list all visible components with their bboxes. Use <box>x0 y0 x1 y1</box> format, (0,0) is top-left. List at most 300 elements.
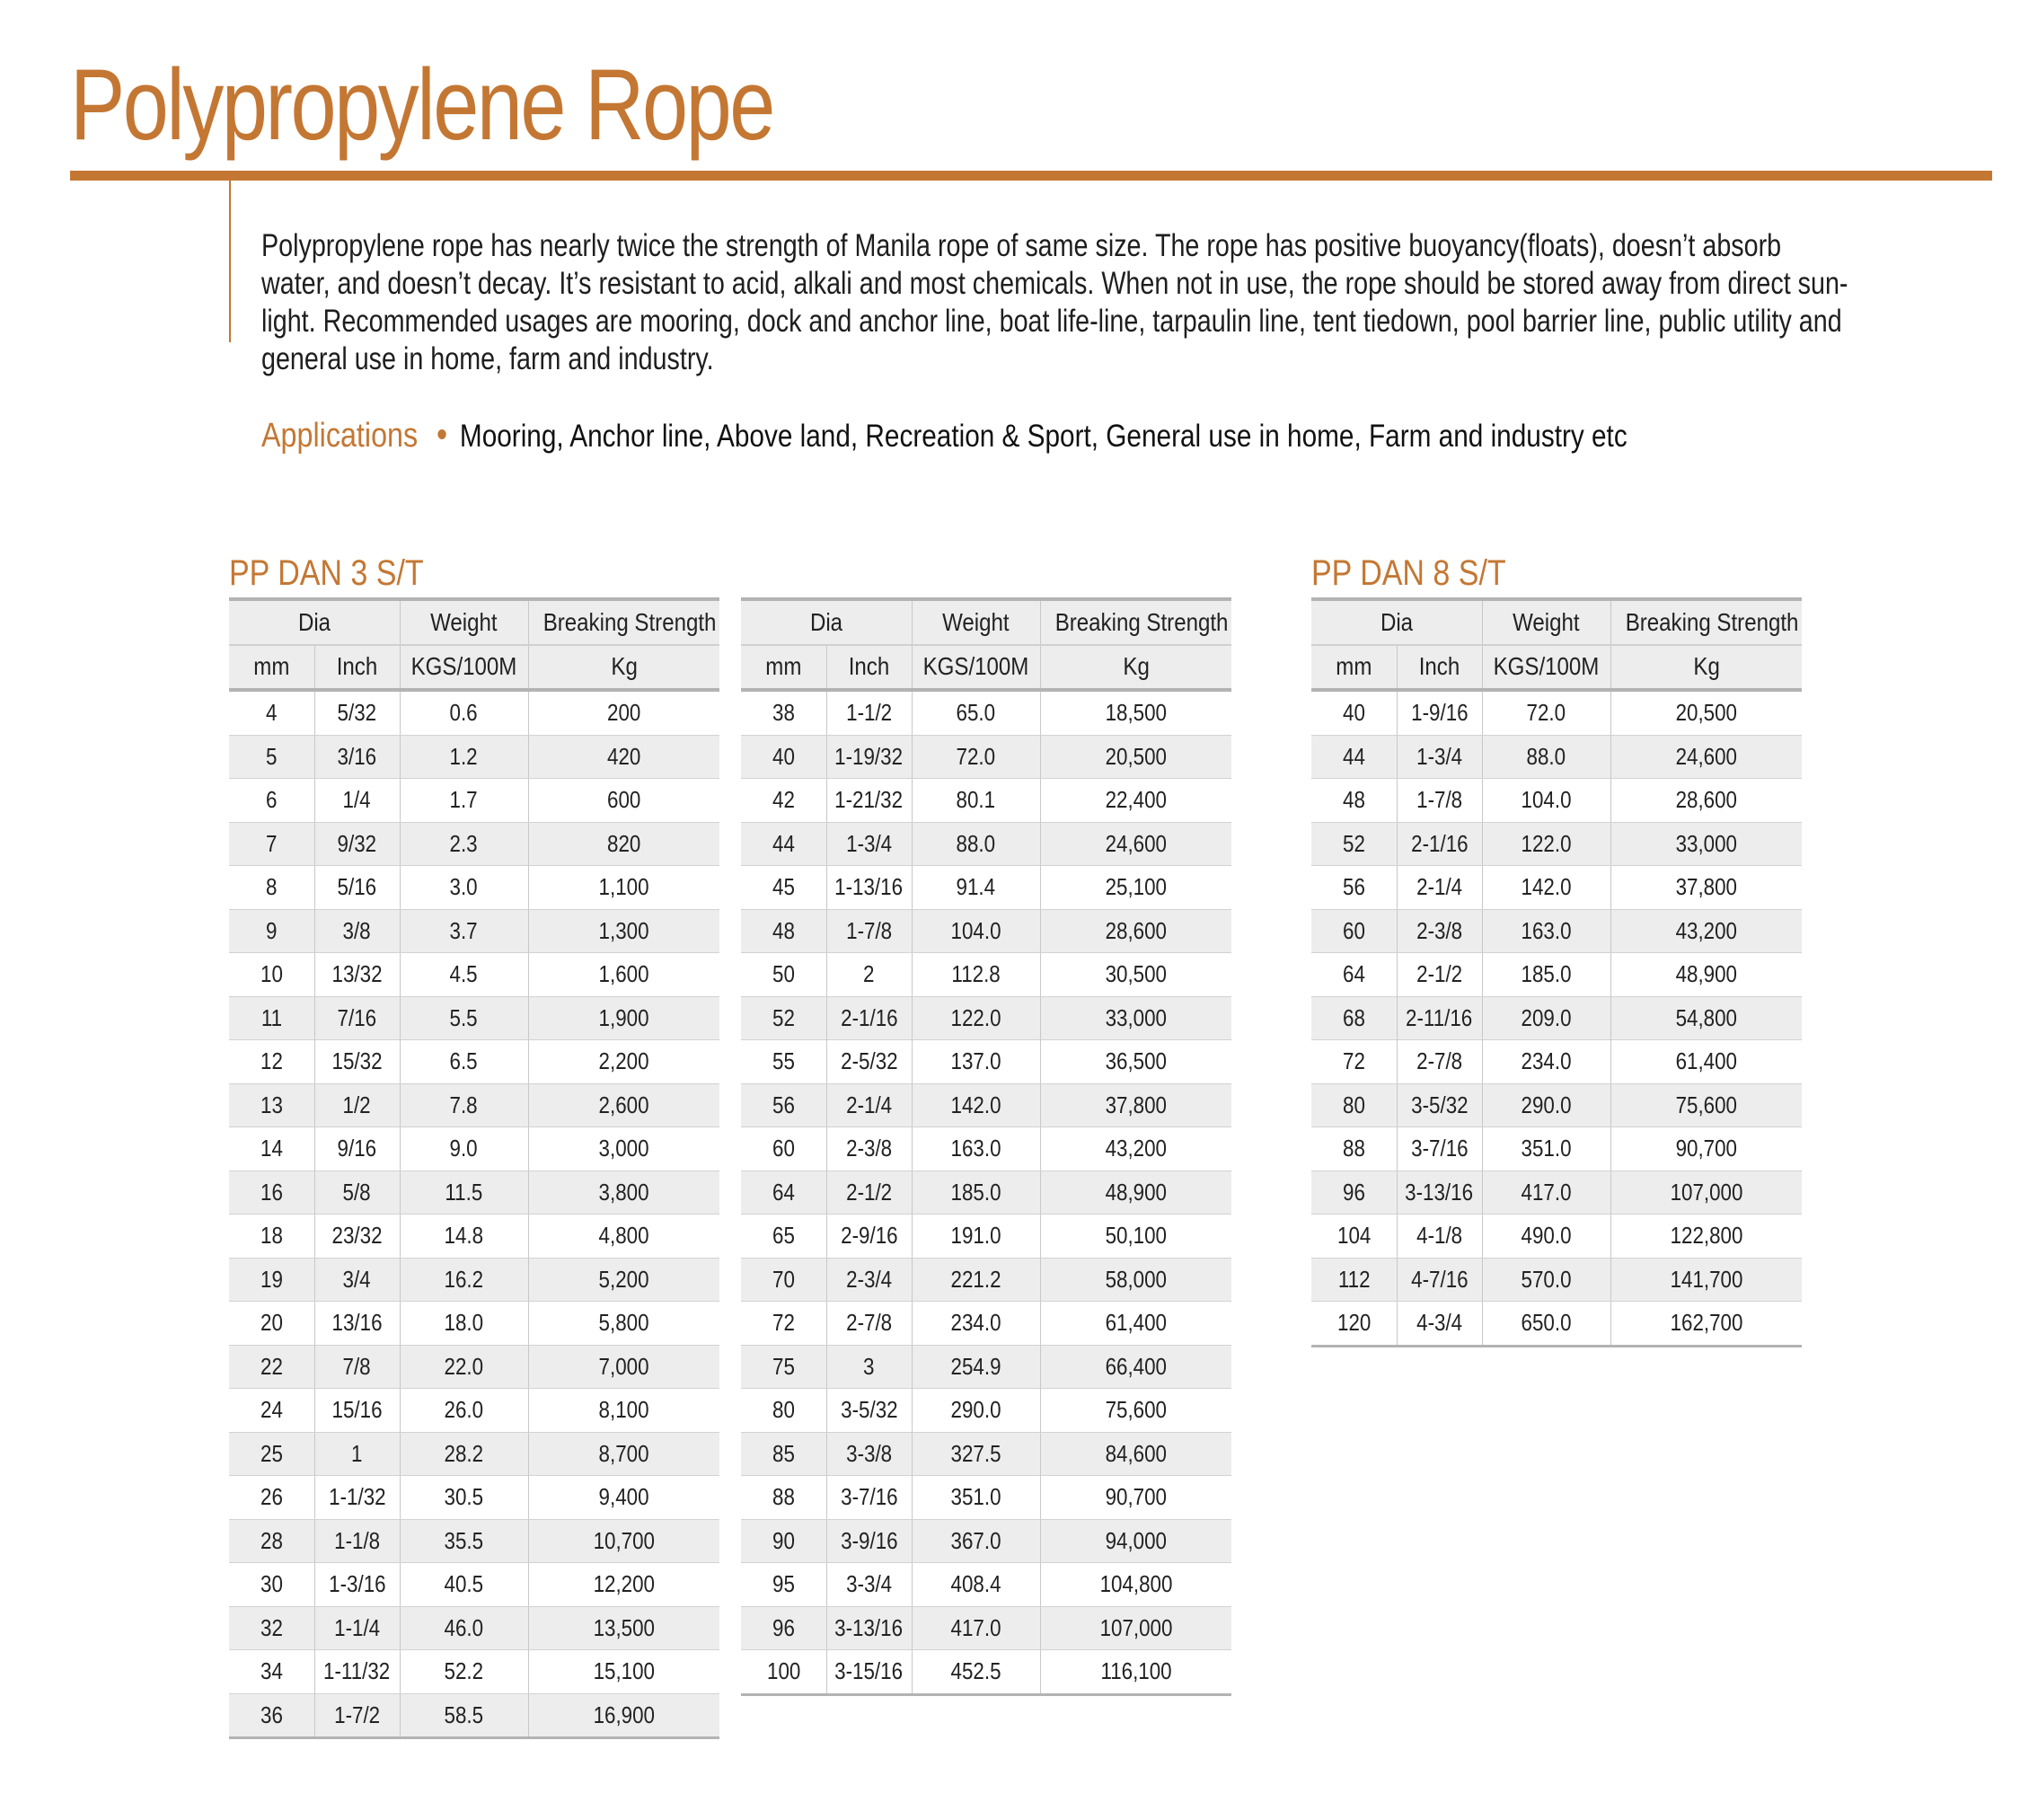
dan3-table-part2 <box>741 597 1231 1696</box>
breaking-strength-cell: 16,900 <box>528 1693 719 1738</box>
table-row <box>741 909 1231 953</box>
table-row <box>741 953 1231 997</box>
breaking-strength-cell: 4,800 <box>528 1215 719 1259</box>
breaking-strength-cell: 107,000 <box>1040 1606 1231 1650</box>
weight-header: Weight <box>912 599 1040 645</box>
inch-header: Inch <box>826 645 912 691</box>
breaking-strength-cell: 58,000 <box>1040 1258 1231 1302</box>
weight-cell: 163.0 <box>912 1127 1040 1171</box>
mm-cell: 38 <box>741 690 826 735</box>
table-row <box>229 822 719 866</box>
breaking-strength-cell: 61,400 <box>1610 1040 1802 1084</box>
mm-cell: 64 <box>741 1171 826 1215</box>
mm-cell: 50 <box>741 953 826 997</box>
weight-cell: 72.0 <box>912 735 1040 779</box>
table-row <box>229 866 719 910</box>
inch-cell: 4-3/4 <box>1397 1302 1482 1347</box>
weight-cell: 65.0 <box>912 690 1040 735</box>
mm-cell: 60 <box>741 1127 826 1171</box>
mm-cell: 56 <box>741 1083 826 1127</box>
breaking-strength-cell: 90,700 <box>1040 1476 1231 1520</box>
weight-cell: 35.5 <box>400 1519 528 1563</box>
inch-cell: 2-5/32 <box>826 1040 912 1084</box>
mm-cell: 30 <box>229 1563 314 1607</box>
weight-cell: 88.0 <box>1482 735 1610 779</box>
inch-cell: 1-1/32 <box>314 1476 400 1520</box>
dan8-title: PP DAN 8 S/T <box>1311 553 1506 593</box>
weight-cell: 137.0 <box>912 1040 1040 1084</box>
breaking-strength-cell: 1,900 <box>528 996 719 1040</box>
weight-cell: 0.6 <box>400 690 528 735</box>
inch-cell: 13/16 <box>314 1302 400 1346</box>
breaking-strength-cell: 141,700 <box>1610 1258 1802 1302</box>
mm-cell: 96 <box>741 1606 826 1650</box>
weight-cell: 14.8 <box>400 1215 528 1259</box>
table-row <box>741 1083 1231 1127</box>
mm-cell: 52 <box>741 996 826 1040</box>
inch-cell: 3-13/16 <box>826 1606 912 1650</box>
mm-cell: 7 <box>229 822 314 866</box>
product-description: Polypropylene rope has nearly twice the strength of Manila rope of same size. The rope has positive buoyancy(floats), doesn’t absorb water, and doesn’t decay. It’s resistant to acid, alkali and most chemicals. When not in use, the rope should be stored away from direct sun-light. Recommended usages are mooring, dock and anchor line, boat life-line, tarpaulin line, tent tiedown, pool barrier line, public utility and general use in home, farm and industry. <box>261 228 1848 376</box>
weight-cell: 408.4 <box>912 1563 1040 1607</box>
table-row <box>229 1693 719 1738</box>
table-row <box>741 1258 1231 1302</box>
kg-header: Kg <box>1610 645 1802 691</box>
table-row <box>741 1476 1231 1520</box>
mm-cell: 19 <box>229 1258 314 1302</box>
inch-cell: 3-5/32 <box>1397 1083 1482 1127</box>
table-row <box>741 1171 1231 1215</box>
mm-cell: 120 <box>1311 1302 1397 1347</box>
breaking-strength-cell: 5,200 <box>528 1258 719 1302</box>
table-row <box>229 1563 719 1607</box>
description-side-rule <box>229 181 231 342</box>
weight-cell: 234.0 <box>912 1302 1040 1346</box>
table-row <box>229 1432 719 1476</box>
weight-cell: 46.0 <box>400 1606 528 1650</box>
mm-cell: 20 <box>229 1302 314 1346</box>
inch-cell: 4-1/8 <box>1397 1215 1482 1259</box>
table-row <box>741 1519 1231 1563</box>
inch-cell: 1-1/4 <box>314 1606 400 1650</box>
weight-cell: 367.0 <box>912 1519 1040 1563</box>
weight-header: Weight <box>1482 599 1610 645</box>
applications-text: Mooring, Anchor line, Above land, Recreation & Sport, General use in home, Farm and industry etc <box>459 419 1627 454</box>
mm-cell: 16 <box>229 1171 314 1215</box>
inch-cell: 1-13/16 <box>826 866 912 910</box>
table-row <box>229 1345 719 1389</box>
weight-cell: 28.2 <box>400 1432 528 1476</box>
inch-cell: 3/16 <box>314 735 400 779</box>
breaking-strength-cell: 104,800 <box>1040 1563 1231 1607</box>
table-row <box>1311 1302 1802 1347</box>
inch-cell: 1-1/2 <box>826 690 912 735</box>
inch-cell: 3 <box>826 1345 912 1389</box>
inch-cell: 2-3/8 <box>1397 909 1482 953</box>
table-row <box>1311 866 1802 910</box>
weight-cell: 191.0 <box>912 1215 1040 1259</box>
weight-cell: 122.0 <box>1482 822 1610 866</box>
weight-cell: 18.0 <box>400 1302 528 1346</box>
table-row <box>229 909 719 953</box>
mm-cell: 36 <box>229 1693 314 1738</box>
breaking-strength-cell: 24,600 <box>1040 822 1231 866</box>
breaking-strength-cell: 5,800 <box>528 1302 719 1346</box>
dia-header: Dia <box>1311 599 1482 645</box>
breaking-strength-cell: 7,000 <box>528 1345 719 1389</box>
inch-cell: 2-1/4 <box>1397 866 1482 910</box>
weight-cell: 72.0 <box>1482 690 1610 735</box>
breaking-strength-cell: 10,700 <box>528 1519 719 1563</box>
inch-cell: 13/32 <box>314 953 400 997</box>
inch-cell: 2-7/8 <box>1397 1040 1482 1084</box>
table-row <box>741 1345 1231 1389</box>
table-row <box>741 1432 1231 1476</box>
inch-cell: 2-7/8 <box>826 1302 912 1346</box>
mm-cell: 10 <box>229 953 314 997</box>
weight-cell: 112.8 <box>912 953 1040 997</box>
breaking-strength-cell: 1,300 <box>528 909 719 953</box>
table-row <box>229 1040 719 1084</box>
inch-cell: 7/8 <box>314 1345 400 1389</box>
weight-cell: 91.4 <box>912 866 1040 910</box>
inch-header: Inch <box>314 645 400 691</box>
breaking-strength-cell: 33,000 <box>1610 822 1802 866</box>
mm-cell: 45 <box>741 866 826 910</box>
weight-cell: 5.5 <box>400 996 528 1040</box>
breaking-strength-cell: 2,600 <box>528 1083 719 1127</box>
inch-cell: 3-5/32 <box>826 1389 912 1433</box>
weight-cell: 290.0 <box>912 1389 1040 1433</box>
breaking-strength-cell: 820 <box>528 822 719 866</box>
inch-cell: 1-7/8 <box>1397 779 1482 823</box>
mm-cell: 96 <box>1311 1171 1397 1215</box>
dan3-table-part1 <box>229 597 719 1739</box>
mm-cell: 22 <box>229 1345 314 1389</box>
weight-cell: 11.5 <box>400 1171 528 1215</box>
breaking-strength-cell: 20,500 <box>1040 735 1231 779</box>
mm-cell: 11 <box>229 996 314 1040</box>
weight-cell: 1.2 <box>400 735 528 779</box>
table-row <box>741 1389 1231 1433</box>
table-row <box>741 866 1231 910</box>
inch-cell: 1/2 <box>314 1083 400 1127</box>
breaking-strength-cell: 9,400 <box>528 1476 719 1520</box>
weight-cell: 570.0 <box>1482 1258 1610 1302</box>
mm-cell: 40 <box>1311 690 1397 735</box>
inch-cell: 3-7/16 <box>1397 1127 1482 1171</box>
table-row <box>229 1215 719 1259</box>
kg-header: Kg <box>528 645 719 691</box>
mm-cell: 100 <box>741 1650 826 1695</box>
inch-cell: 2-3/4 <box>826 1258 912 1302</box>
inch-cell: 4-7/16 <box>1397 1258 1482 1302</box>
weight-cell: 234.0 <box>1482 1040 1610 1084</box>
weight-cell: 4.5 <box>400 953 528 997</box>
inch-cell: 2-1/16 <box>826 996 912 1040</box>
mm-cell: 72 <box>741 1302 826 1346</box>
inch-cell: 5/16 <box>314 866 400 910</box>
mm-cell: 25 <box>229 1432 314 1476</box>
weight-cell: 351.0 <box>1482 1127 1610 1171</box>
applications-row <box>261 417 1627 455</box>
table-row <box>229 690 719 735</box>
table-row <box>229 1127 719 1171</box>
breaking-strength-cell: 8,700 <box>528 1432 719 1476</box>
mm-cell: 48 <box>741 909 826 953</box>
dia-header: Dia <box>741 599 912 645</box>
breaking-strength-cell: 50,100 <box>1040 1215 1231 1259</box>
breaking-strength-cell: 54,800 <box>1610 996 1802 1040</box>
kgs-header: KGS/100M <box>1482 645 1610 691</box>
breaking-strength-cell: 18,500 <box>1040 690 1231 735</box>
kgs-header: KGS/100M <box>912 645 1040 691</box>
table-row <box>229 1650 719 1694</box>
mm-cell: 68 <box>1311 996 1397 1040</box>
mm-cell: 104 <box>1311 1215 1397 1259</box>
weight-cell: 185.0 <box>912 1171 1040 1215</box>
mm-cell: 24 <box>229 1389 314 1433</box>
table-row <box>229 1389 719 1433</box>
mm-cell: 8 <box>229 866 314 910</box>
breaking-strength-cell: 8,100 <box>528 1389 719 1433</box>
inch-cell: 9/16 <box>314 1127 400 1171</box>
weight-cell: 6.5 <box>400 1040 528 1084</box>
table-row <box>741 822 1231 866</box>
mm-cell: 65 <box>741 1215 826 1259</box>
breaking-strength-cell: 20,500 <box>1610 690 1802 735</box>
inch-cell: 9/32 <box>314 822 400 866</box>
inch-cell: 3-3/4 <box>826 1563 912 1607</box>
table-row <box>741 1302 1231 1346</box>
mm-cell: 28 <box>229 1519 314 1563</box>
mm-cell: 44 <box>1311 735 1397 779</box>
breaking-strength-cell: 13,500 <box>528 1606 719 1650</box>
breaking-strength-cell: 48,900 <box>1610 953 1802 997</box>
applications-label: Applications <box>261 417 419 455</box>
breaking-strength-cell: 3,000 <box>528 1127 719 1171</box>
weight-header: Weight <box>400 599 528 645</box>
table-row <box>1311 1040 1802 1084</box>
weight-cell: 290.0 <box>1482 1083 1610 1127</box>
weight-cell: 490.0 <box>1482 1215 1610 1259</box>
mm-cell: 85 <box>741 1432 826 1476</box>
weight-cell: 163.0 <box>1482 909 1610 953</box>
table-row <box>741 1040 1231 1084</box>
table-row <box>229 1258 719 1302</box>
dia-header: Dia <box>229 599 400 645</box>
inch-cell: 2-1/16 <box>1397 822 1482 866</box>
breaking-strength-cell: 84,600 <box>1040 1432 1231 1476</box>
mm-cell: 44 <box>741 822 826 866</box>
mm-cell: 80 <box>1311 1083 1397 1127</box>
mm-cell: 14 <box>229 1127 314 1171</box>
weight-cell: 3.0 <box>400 866 528 910</box>
mm-cell: 112 <box>1311 1258 1397 1302</box>
table-row <box>1311 779 1802 823</box>
table-row <box>741 690 1231 735</box>
inch-header: Inch <box>1397 645 1482 691</box>
breaking-strength-cell: 25,100 <box>1040 866 1231 910</box>
mm-cell: 80 <box>741 1389 826 1433</box>
breaking-strength-header: Breaking Strength <box>1040 599 1231 645</box>
breaking-strength-cell: 1,100 <box>528 866 719 910</box>
mm-cell: 4 <box>229 690 314 735</box>
breaking-strength-cell: 36,500 <box>1040 1040 1231 1084</box>
kgs-header: KGS/100M <box>400 645 528 691</box>
weight-cell: 40.5 <box>400 1563 528 1607</box>
inch-cell: 1-3/4 <box>1397 735 1482 779</box>
mm-header: mm <box>229 645 314 691</box>
weight-cell: 254.9 <box>912 1345 1040 1389</box>
mm-cell: 88 <box>1311 1127 1397 1171</box>
breaking-strength-cell: 22,400 <box>1040 779 1231 823</box>
table-row <box>229 779 719 823</box>
mm-cell: 6 <box>229 779 314 823</box>
weight-cell: 3.7 <box>400 909 528 953</box>
table-row <box>1311 909 1802 953</box>
table-row <box>1311 822 1802 866</box>
mm-cell: 60 <box>1311 909 1397 953</box>
mm-cell: 64 <box>1311 953 1397 997</box>
weight-cell: 80.1 <box>912 779 1040 823</box>
weight-cell: 142.0 <box>912 1083 1040 1127</box>
table-row <box>1311 1083 1802 1127</box>
breaking-strength-cell: 3,800 <box>528 1171 719 1215</box>
weight-cell: 52.2 <box>400 1650 528 1694</box>
kg-header: Kg <box>1040 645 1231 691</box>
table-row <box>741 1563 1231 1607</box>
breaking-strength-cell: 30,500 <box>1040 953 1231 997</box>
inch-cell: 3/8 <box>314 909 400 953</box>
breaking-strength-cell: 2,200 <box>528 1040 719 1084</box>
table-row <box>1311 1127 1802 1171</box>
inch-cell: 15/16 <box>314 1389 400 1433</box>
table-row <box>229 953 719 997</box>
breaking-strength-cell: 28,600 <box>1040 909 1231 953</box>
breaking-strength-cell: 200 <box>528 690 719 735</box>
mm-cell: 32 <box>229 1606 314 1650</box>
mm-cell: 55 <box>741 1040 826 1084</box>
inch-cell: 2-11/16 <box>1397 996 1482 1040</box>
inch-cell: 2 <box>826 953 912 997</box>
inch-cell: 1-11/32 <box>314 1650 400 1694</box>
weight-cell: 142.0 <box>1482 866 1610 910</box>
mm-cell: 5 <box>229 735 314 779</box>
mm-cell: 9 <box>229 909 314 953</box>
table-row <box>741 1127 1231 1171</box>
inch-cell: 3-13/16 <box>1397 1171 1482 1215</box>
weight-cell: 16.2 <box>400 1258 528 1302</box>
weight-cell: 417.0 <box>912 1606 1040 1650</box>
breaking-strength-cell: 600 <box>528 779 719 823</box>
weight-cell: 30.5 <box>400 1476 528 1520</box>
breaking-strength-cell: 15,100 <box>528 1650 719 1694</box>
mm-cell: 12 <box>229 1040 314 1084</box>
mm-cell: 72 <box>1311 1040 1397 1084</box>
breaking-strength-cell: 90,700 <box>1610 1127 1802 1171</box>
weight-cell: 9.0 <box>400 1127 528 1171</box>
table-row <box>229 1302 719 1346</box>
breaking-strength-cell: 12,200 <box>528 1563 719 1607</box>
table-row <box>1311 996 1802 1040</box>
weight-cell: 22.0 <box>400 1345 528 1389</box>
breaking-strength-cell: 43,200 <box>1040 1127 1231 1171</box>
inch-cell: 1-3/16 <box>314 1563 400 1607</box>
inch-cell: 3-7/16 <box>826 1476 912 1520</box>
inch-cell: 1-3/4 <box>826 822 912 866</box>
breaking-strength-cell: 75,600 <box>1040 1389 1231 1433</box>
weight-cell: 221.2 <box>912 1258 1040 1302</box>
table-row <box>1311 1258 1802 1302</box>
inch-cell: 1/4 <box>314 779 400 823</box>
weight-cell: 122.0 <box>912 996 1040 1040</box>
title-divider <box>70 171 1992 181</box>
table-row <box>229 1171 719 1215</box>
table-row <box>229 1476 719 1520</box>
weight-cell: 650.0 <box>1482 1302 1610 1347</box>
breaking-strength-cell: 66,400 <box>1040 1345 1231 1389</box>
mm-cell: 90 <box>741 1519 826 1563</box>
table-row <box>741 735 1231 779</box>
mm-cell: 75 <box>741 1345 826 1389</box>
mm-cell: 18 <box>229 1215 314 1259</box>
weight-cell: 351.0 <box>912 1476 1040 1520</box>
mm-cell: 26 <box>229 1476 314 1520</box>
page-title: Polypropylene Rope <box>70 49 773 161</box>
table-row <box>1311 1215 1802 1259</box>
weight-cell: 452.5 <box>912 1650 1040 1695</box>
mm-cell: 42 <box>741 779 826 823</box>
inch-cell: 15/32 <box>314 1040 400 1084</box>
breaking-strength-cell: 94,000 <box>1040 1519 1231 1563</box>
inch-cell: 5/32 <box>314 690 400 735</box>
breaking-strength-cell: 122,800 <box>1610 1215 1802 1259</box>
breaking-strength-header: Breaking Strength <box>528 599 719 645</box>
inch-cell: 1-7/8 <box>826 909 912 953</box>
inch-cell: 7/16 <box>314 996 400 1040</box>
inch-cell: 3-3/8 <box>826 1432 912 1476</box>
breaking-strength-cell: 24,600 <box>1610 735 1802 779</box>
inch-cell: 1-19/32 <box>826 735 912 779</box>
table-row <box>741 1650 1231 1695</box>
inch-cell: 1-7/2 <box>314 1693 400 1738</box>
mm-cell: 52 <box>1311 822 1397 866</box>
bullet-icon <box>437 429 445 439</box>
mm-cell: 48 <box>1311 779 1397 823</box>
breaking-strength-cell: 37,800 <box>1610 866 1802 910</box>
breaking-strength-cell: 33,000 <box>1040 996 1231 1040</box>
inch-cell: 2-1/2 <box>1397 953 1482 997</box>
breaking-strength-cell: 37,800 <box>1040 1083 1231 1127</box>
mm-cell: 88 <box>741 1476 826 1520</box>
inch-cell: 1-9/16 <box>1397 690 1482 735</box>
breaking-strength-cell: 107,000 <box>1610 1171 1802 1215</box>
breaking-strength-cell: 28,600 <box>1610 779 1802 823</box>
breaking-strength-cell: 61,400 <box>1040 1302 1231 1346</box>
table-row <box>741 1606 1231 1650</box>
breaking-strength-cell: 116,100 <box>1040 1650 1231 1695</box>
table-row <box>1311 1171 1802 1215</box>
table-row <box>229 996 719 1040</box>
table-row <box>1311 953 1802 997</box>
weight-cell: 88.0 <box>912 822 1040 866</box>
weight-cell: 58.5 <box>400 1693 528 1738</box>
table-row <box>741 996 1231 1040</box>
dan3-title: PP DAN 3 S/T <box>229 553 424 593</box>
table-row <box>229 1519 719 1563</box>
mm-header: mm <box>741 645 826 691</box>
